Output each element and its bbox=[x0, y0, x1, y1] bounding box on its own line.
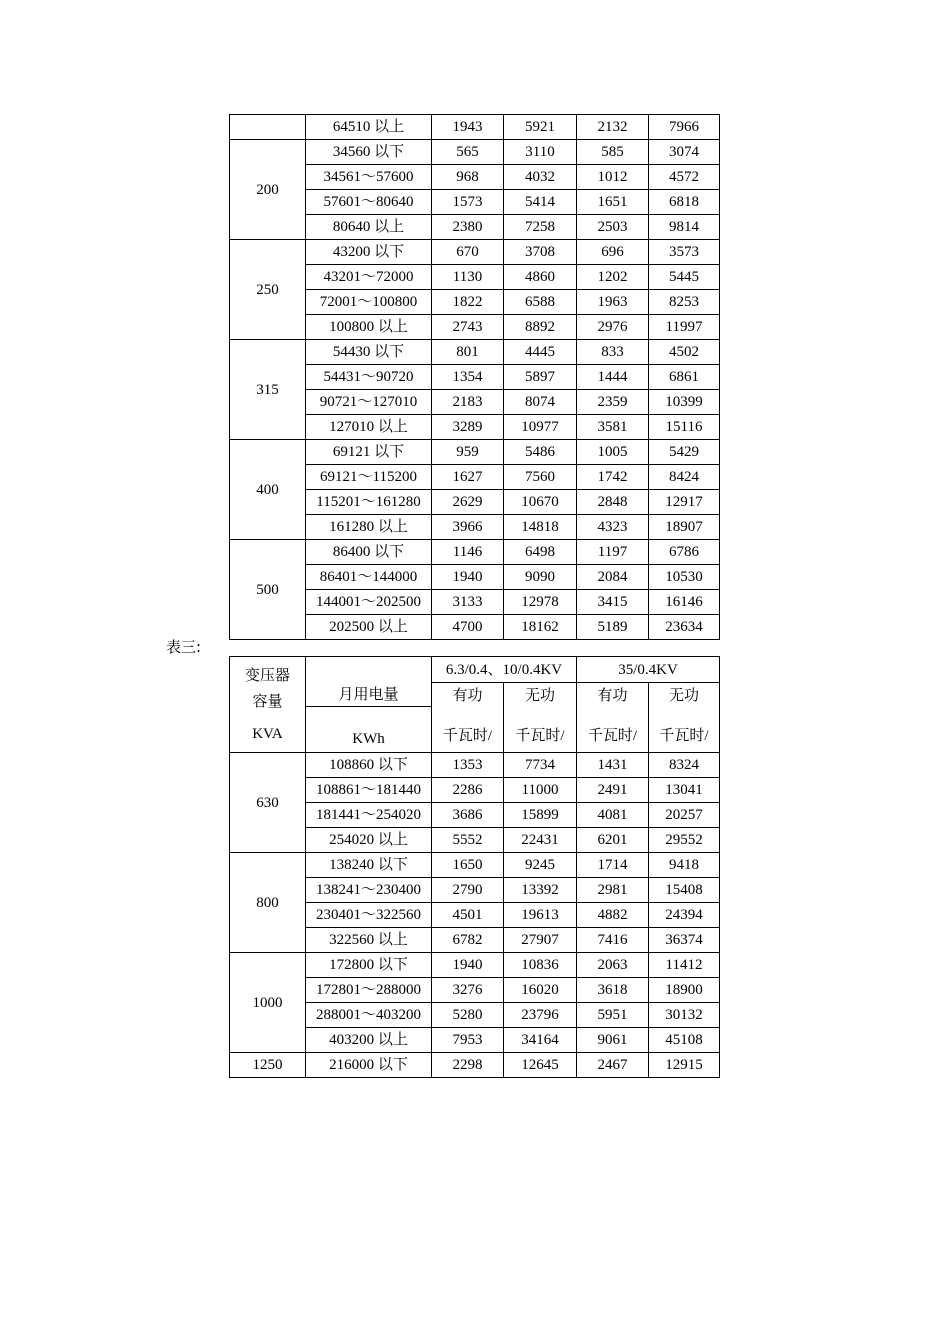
value-cell: 6201 bbox=[577, 828, 649, 853]
value-cell: 8424 bbox=[649, 465, 720, 490]
usage-range-cell: 34560 以下 bbox=[306, 140, 432, 165]
table-two-body bbox=[230, 115, 720, 640]
value-cell: 4860 bbox=[504, 265, 577, 290]
value-cell: 1354 bbox=[432, 365, 504, 390]
header-usage-unit: KWh bbox=[306, 707, 432, 753]
value-cell: 3581 bbox=[577, 415, 649, 440]
value-cell: 585 bbox=[577, 140, 649, 165]
value-cell: 11000 bbox=[504, 778, 577, 803]
value-cell: 2467 bbox=[577, 1053, 649, 1078]
value-cell: 45108 bbox=[649, 1028, 720, 1053]
value-cell: 4502 bbox=[649, 340, 720, 365]
value-cell: 3133 bbox=[432, 590, 504, 615]
value-cell: 2132 bbox=[577, 115, 649, 140]
usage-range-cell: 115201～161280 bbox=[306, 490, 432, 515]
value-cell: 29552 bbox=[649, 828, 720, 853]
value-cell: 9814 bbox=[649, 215, 720, 240]
table-row bbox=[230, 115, 720, 140]
value-cell: 12645 bbox=[504, 1053, 577, 1078]
header-capacity-line1: 变压器 bbox=[244, 667, 290, 684]
value-cell: 1130 bbox=[432, 265, 504, 290]
value-cell: 3074 bbox=[649, 140, 720, 165]
value-cell: 1940 bbox=[432, 565, 504, 590]
usage-range-cell: 138241～230400 bbox=[306, 878, 432, 903]
value-cell: 2491 bbox=[577, 778, 649, 803]
usage-range-cell: 54430 以下 bbox=[306, 340, 432, 365]
value-cell: 20257 bbox=[649, 803, 720, 828]
usage-range-cell: 138240 以下 bbox=[306, 853, 432, 878]
value-cell: 2503 bbox=[577, 215, 649, 240]
value-cell: 3415 bbox=[577, 590, 649, 615]
value-cell: 1742 bbox=[577, 465, 649, 490]
value-cell: 3708 bbox=[504, 240, 577, 265]
usage-range-cell: 90721～127010 bbox=[306, 390, 432, 415]
header-group-b: 35/0.4KV bbox=[577, 657, 720, 683]
table-row bbox=[230, 240, 720, 265]
table-row bbox=[230, 440, 720, 465]
usage-range-cell: 172800 以下 bbox=[306, 953, 432, 978]
value-cell: 696 bbox=[577, 240, 649, 265]
value-cell: 19613 bbox=[504, 903, 577, 928]
value-cell: 1202 bbox=[577, 265, 649, 290]
value-cell: 12915 bbox=[649, 1053, 720, 1078]
value-cell: 2380 bbox=[432, 215, 504, 240]
usage-range-cell: 72001～100800 bbox=[306, 290, 432, 315]
capacity-cell: 630 bbox=[230, 753, 306, 853]
usage-range-cell: 108861～181440 bbox=[306, 778, 432, 803]
usage-range-cell: 100800 以上 bbox=[306, 315, 432, 340]
value-cell: 2286 bbox=[432, 778, 504, 803]
value-cell: 4445 bbox=[504, 340, 577, 365]
usage-range-cell: 86401～144000 bbox=[306, 565, 432, 590]
table-three bbox=[229, 656, 720, 1078]
value-cell: 1963 bbox=[577, 290, 649, 315]
value-cell: 6498 bbox=[504, 540, 577, 565]
value-cell: 7416 bbox=[577, 928, 649, 953]
value-cell: 3110 bbox=[504, 140, 577, 165]
header-b-reactive-unit: 千瓦时/ bbox=[659, 728, 709, 744]
value-cell: 3618 bbox=[577, 978, 649, 1003]
usage-range-cell: 43201～72000 bbox=[306, 265, 432, 290]
usage-range-cell: 127010 以上 bbox=[306, 415, 432, 440]
usage-range-cell: 64510 以上 bbox=[306, 115, 432, 140]
value-cell: 1943 bbox=[432, 115, 504, 140]
capacity-cell bbox=[230, 115, 306, 140]
value-cell: 30132 bbox=[649, 1003, 720, 1028]
header-a-active-unit: 千瓦时/ bbox=[442, 728, 493, 744]
table-row bbox=[230, 953, 720, 978]
value-cell: 7953 bbox=[432, 1028, 504, 1053]
capacity-cell: 800 bbox=[230, 853, 306, 953]
value-cell: 8253 bbox=[649, 290, 720, 315]
header-b-active-unit: 千瓦时/ bbox=[587, 728, 638, 744]
value-cell: 18907 bbox=[649, 515, 720, 540]
table-row bbox=[230, 540, 720, 565]
usage-range-cell: 322560 以上 bbox=[306, 928, 432, 953]
value-cell: 18900 bbox=[649, 978, 720, 1003]
value-cell: 5414 bbox=[504, 190, 577, 215]
value-cell: 6818 bbox=[649, 190, 720, 215]
value-cell: 4032 bbox=[504, 165, 577, 190]
value-cell: 4572 bbox=[649, 165, 720, 190]
capacity-cell: 315 bbox=[230, 340, 306, 440]
value-cell: 8892 bbox=[504, 315, 577, 340]
value-cell: 2359 bbox=[577, 390, 649, 415]
value-cell: 23634 bbox=[649, 615, 720, 640]
value-cell: 8074 bbox=[504, 390, 577, 415]
value-cell: 36374 bbox=[649, 928, 720, 953]
header-a-reactive-unit: 千瓦时/ bbox=[515, 728, 565, 744]
capacity-cell: 400 bbox=[230, 440, 306, 540]
usage-range-cell: 57601～80640 bbox=[306, 190, 432, 215]
usage-range-cell: 181441～254020 bbox=[306, 803, 432, 828]
value-cell: 1146 bbox=[432, 540, 504, 565]
header-a-active-label: 有功 bbox=[452, 688, 483, 704]
value-cell: 27907 bbox=[504, 928, 577, 953]
usage-range-cell: 172801～288000 bbox=[306, 978, 432, 1003]
value-cell: 6782 bbox=[432, 928, 504, 953]
value-cell: 1012 bbox=[577, 165, 649, 190]
usage-range-cell: 80640 以上 bbox=[306, 215, 432, 240]
value-cell: 1714 bbox=[577, 853, 649, 878]
usage-range-cell: 34561～57600 bbox=[306, 165, 432, 190]
value-cell: 2743 bbox=[432, 315, 504, 340]
usage-range-cell: 86400 以下 bbox=[306, 540, 432, 565]
value-cell: 14818 bbox=[504, 515, 577, 540]
value-cell: 4323 bbox=[577, 515, 649, 540]
capacity-cell: 200 bbox=[230, 140, 306, 240]
value-cell: 12978 bbox=[504, 590, 577, 615]
value-cell: 23796 bbox=[504, 1003, 577, 1028]
value-cell: 801 bbox=[432, 340, 504, 365]
usage-range-cell: 403200 以上 bbox=[306, 1028, 432, 1053]
header-b-active-label: 有功 bbox=[597, 688, 628, 704]
header-group-a: 6.3/0.4、10/0.4KV bbox=[432, 657, 577, 683]
value-cell: 1627 bbox=[432, 465, 504, 490]
header-b-reactive bbox=[649, 683, 720, 753]
value-cell: 1197 bbox=[577, 540, 649, 565]
value-cell: 5189 bbox=[577, 615, 649, 640]
value-cell: 3276 bbox=[432, 978, 504, 1003]
value-cell: 1822 bbox=[432, 290, 504, 315]
value-cell: 5486 bbox=[504, 440, 577, 465]
value-cell: 7258 bbox=[504, 215, 577, 240]
table-row bbox=[230, 1053, 720, 1078]
value-cell: 2976 bbox=[577, 315, 649, 340]
value-cell: 1431 bbox=[577, 753, 649, 778]
usage-range-cell: 288001～403200 bbox=[306, 1003, 432, 1028]
value-cell: 4882 bbox=[577, 903, 649, 928]
value-cell: 1353 bbox=[432, 753, 504, 778]
value-cell: 15116 bbox=[649, 415, 720, 440]
value-cell: 565 bbox=[432, 140, 504, 165]
value-cell: 3686 bbox=[432, 803, 504, 828]
value-cell: 1940 bbox=[432, 953, 504, 978]
value-cell: 2848 bbox=[577, 490, 649, 515]
value-cell: 5897 bbox=[504, 365, 577, 390]
value-cell: 5429 bbox=[649, 440, 720, 465]
value-cell: 11997 bbox=[649, 315, 720, 340]
value-cell: 968 bbox=[432, 165, 504, 190]
usage-range-cell: 43200 以下 bbox=[306, 240, 432, 265]
header-usage: 月用电量 bbox=[306, 657, 432, 707]
value-cell: 16146 bbox=[649, 590, 720, 615]
value-cell: 15899 bbox=[504, 803, 577, 828]
value-cell: 7560 bbox=[504, 465, 577, 490]
value-cell: 6786 bbox=[649, 540, 720, 565]
usage-range-cell: 216000 以下 bbox=[306, 1053, 432, 1078]
value-cell: 9090 bbox=[504, 565, 577, 590]
usage-range-cell: 161280 以上 bbox=[306, 515, 432, 540]
header-capacity bbox=[230, 657, 306, 753]
value-cell: 2790 bbox=[432, 878, 504, 903]
table-row bbox=[230, 853, 720, 878]
value-cell: 6861 bbox=[649, 365, 720, 390]
header-b-active bbox=[577, 683, 649, 753]
usage-range-cell: 254020 以上 bbox=[306, 828, 432, 853]
value-cell: 2183 bbox=[432, 390, 504, 415]
value-cell: 1005 bbox=[577, 440, 649, 465]
value-cell: 4700 bbox=[432, 615, 504, 640]
table-three-label: 表三: bbox=[166, 638, 202, 656]
value-cell: 7734 bbox=[504, 753, 577, 778]
value-cell: 5921 bbox=[504, 115, 577, 140]
usage-range-cell: 54431～90720 bbox=[306, 365, 432, 390]
table-three-body bbox=[230, 753, 720, 1078]
header-a-reactive bbox=[504, 683, 577, 753]
value-cell: 18162 bbox=[504, 615, 577, 640]
table-two-continued bbox=[229, 114, 720, 640]
value-cell: 9418 bbox=[649, 853, 720, 878]
value-cell: 3966 bbox=[432, 515, 504, 540]
capacity-cell: 1000 bbox=[230, 953, 306, 1053]
value-cell: 10670 bbox=[504, 490, 577, 515]
value-cell: 13041 bbox=[649, 778, 720, 803]
header-capacity-line3: KVA bbox=[252, 725, 283, 742]
value-cell: 1650 bbox=[432, 853, 504, 878]
value-cell: 11412 bbox=[649, 953, 720, 978]
value-cell: 34164 bbox=[504, 1028, 577, 1053]
value-cell: 2629 bbox=[432, 490, 504, 515]
header-b-reactive-label: 无功 bbox=[669, 688, 700, 704]
value-cell: 959 bbox=[432, 440, 504, 465]
value-cell: 24394 bbox=[649, 903, 720, 928]
value-cell: 1573 bbox=[432, 190, 504, 215]
value-cell: 10399 bbox=[649, 390, 720, 415]
value-cell: 1651 bbox=[577, 190, 649, 215]
usage-range-cell: 202500 以上 bbox=[306, 615, 432, 640]
value-cell: 12917 bbox=[649, 490, 720, 515]
value-cell: 8324 bbox=[649, 753, 720, 778]
value-cell: 670 bbox=[432, 240, 504, 265]
value-cell: 9061 bbox=[577, 1028, 649, 1053]
value-cell: 5445 bbox=[649, 265, 720, 290]
capacity-cell: 250 bbox=[230, 240, 306, 340]
value-cell: 6588 bbox=[504, 290, 577, 315]
usage-range-cell: 144001～202500 bbox=[306, 590, 432, 615]
header-capacity-line2: 容量 bbox=[252, 693, 283, 710]
value-cell: 10836 bbox=[504, 953, 577, 978]
value-cell: 7966 bbox=[649, 115, 720, 140]
value-cell: 1444 bbox=[577, 365, 649, 390]
value-cell: 4501 bbox=[432, 903, 504, 928]
value-cell: 9245 bbox=[504, 853, 577, 878]
header-a-reactive-label: 无功 bbox=[525, 688, 556, 704]
capacity-cell: 1250 bbox=[230, 1053, 306, 1078]
table-row bbox=[230, 140, 720, 165]
table-row bbox=[230, 753, 720, 778]
value-cell: 5951 bbox=[577, 1003, 649, 1028]
value-cell: 4081 bbox=[577, 803, 649, 828]
usage-range-cell: 230401～322560 bbox=[306, 903, 432, 928]
value-cell: 16020 bbox=[504, 978, 577, 1003]
value-cell: 833 bbox=[577, 340, 649, 365]
capacity-cell: 500 bbox=[230, 540, 306, 640]
value-cell: 22431 bbox=[504, 828, 577, 853]
value-cell: 3289 bbox=[432, 415, 504, 440]
usage-range-cell: 69121 以下 bbox=[306, 440, 432, 465]
value-cell: 2298 bbox=[432, 1053, 504, 1078]
header-a-active bbox=[432, 683, 504, 753]
value-cell: 15408 bbox=[649, 878, 720, 903]
value-cell: 5280 bbox=[432, 1003, 504, 1028]
value-cell: 3573 bbox=[649, 240, 720, 265]
value-cell: 10530 bbox=[649, 565, 720, 590]
value-cell: 2063 bbox=[577, 953, 649, 978]
value-cell: 2981 bbox=[577, 878, 649, 903]
value-cell: 10977 bbox=[504, 415, 577, 440]
value-cell: 2084 bbox=[577, 565, 649, 590]
value-cell: 13392 bbox=[504, 878, 577, 903]
usage-range-cell: 69121～115200 bbox=[306, 465, 432, 490]
table-row bbox=[230, 340, 720, 365]
usage-range-cell: 108860 以下 bbox=[306, 753, 432, 778]
value-cell: 5552 bbox=[432, 828, 504, 853]
